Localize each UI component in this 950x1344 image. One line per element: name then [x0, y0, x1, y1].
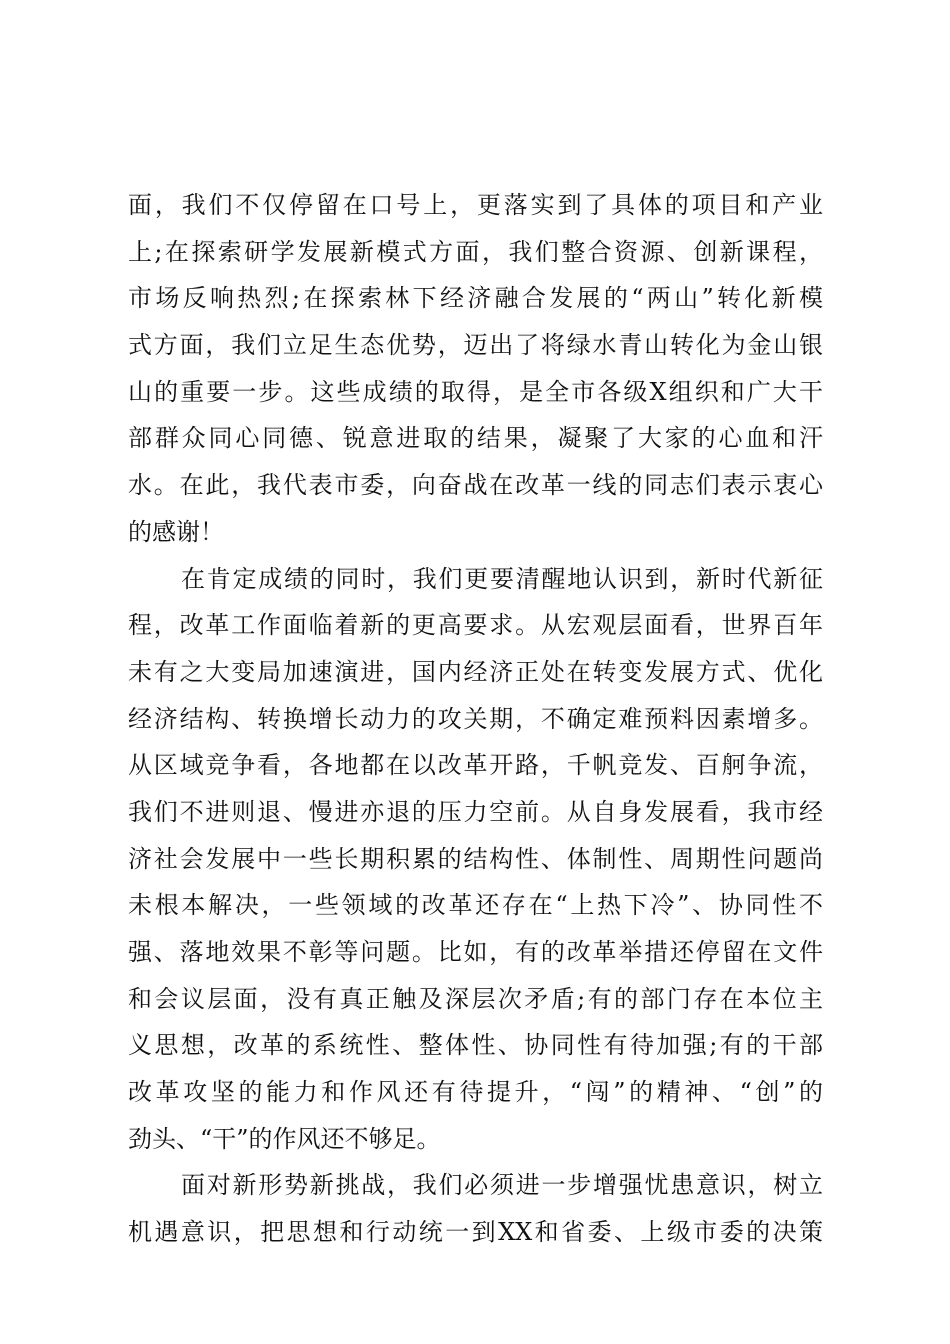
text-line: 面对新形势新挑战，我们必须进一步增强忧患意识，树立	[181, 1171, 823, 1200]
text-line: 部群众同心同德、锐意进取的结果，凝聚了大家的心血和汗	[128, 424, 823, 453]
text-line: 在肯定成绩的同时，我们更要清醒地认识到，新时代新征	[181, 564, 823, 593]
text-line: 未有之大变局加速演进，国内经济正处在转变发展方式、优化	[128, 657, 823, 686]
document-body	[128, 182, 823, 1256]
text-line: 劲头、“干”的作风还不够足。	[128, 1124, 441, 1153]
text-line: 水。在此，我代表市委，向奋战在改革一线的同志们表示衷心	[128, 471, 823, 500]
text-line: 和会议层面，没有真正触及深层次矛盾;有的部门存在本位主	[128, 984, 823, 1013]
text-line: 未根本解决，一些领域的改革还存在“上热下冷”、协同性不	[128, 891, 823, 920]
text-line: 市场反响热烈;在探索林下经济融合发展的“两山”转化新模	[128, 284, 823, 313]
text-line: 经济结构、转换增长动力的攻关期，不确定难预料因素增多。	[128, 704, 823, 733]
text-line: 从区域竞争看，各地都在以改革开路，千帆竞发、百舸争流，	[128, 751, 823, 780]
text-line: 强、落地效果不彰等问题。比如，有的改革举措还停留在文件	[128, 938, 823, 966]
text-line: 面，我们不仅停留在口号上，更落实到了具体的项目和产业	[128, 191, 823, 219]
text-line: 山的重要一步。这些成绩的取得，是全市各级X组织和广大干	[128, 377, 823, 406]
text-line: 济社会发展中一些长期积累的结构性、体制性、周期性问题尚	[128, 844, 823, 873]
text-line: 的感谢！	[128, 517, 224, 546]
text-line: 改革攻坚的能力和作风还有待提升，“闯”的精神、“创”的	[128, 1078, 823, 1107]
text-line: 义思想，改革的系统性、整体性、协同性有待加强;有的干部	[128, 1031, 823, 1060]
text-line: 我们不进则退、慢进亦退的压力空前。从自身发展看，我市经	[128, 797, 823, 826]
text-line: 式方面，我们立足生态优势，迈出了将绿水青山转化为金山银	[128, 331, 823, 360]
text-line: 上;在探索研学发展新模式方面，我们整合资源、创新课程，	[128, 237, 823, 266]
text-line: 机遇意识，把思想和行动统一到XX和省委、上级市委的决策	[128, 1218, 823, 1247]
text-line: 程，改革工作面临着新的更高要求。从宏观层面看，世界百年	[128, 611, 823, 640]
